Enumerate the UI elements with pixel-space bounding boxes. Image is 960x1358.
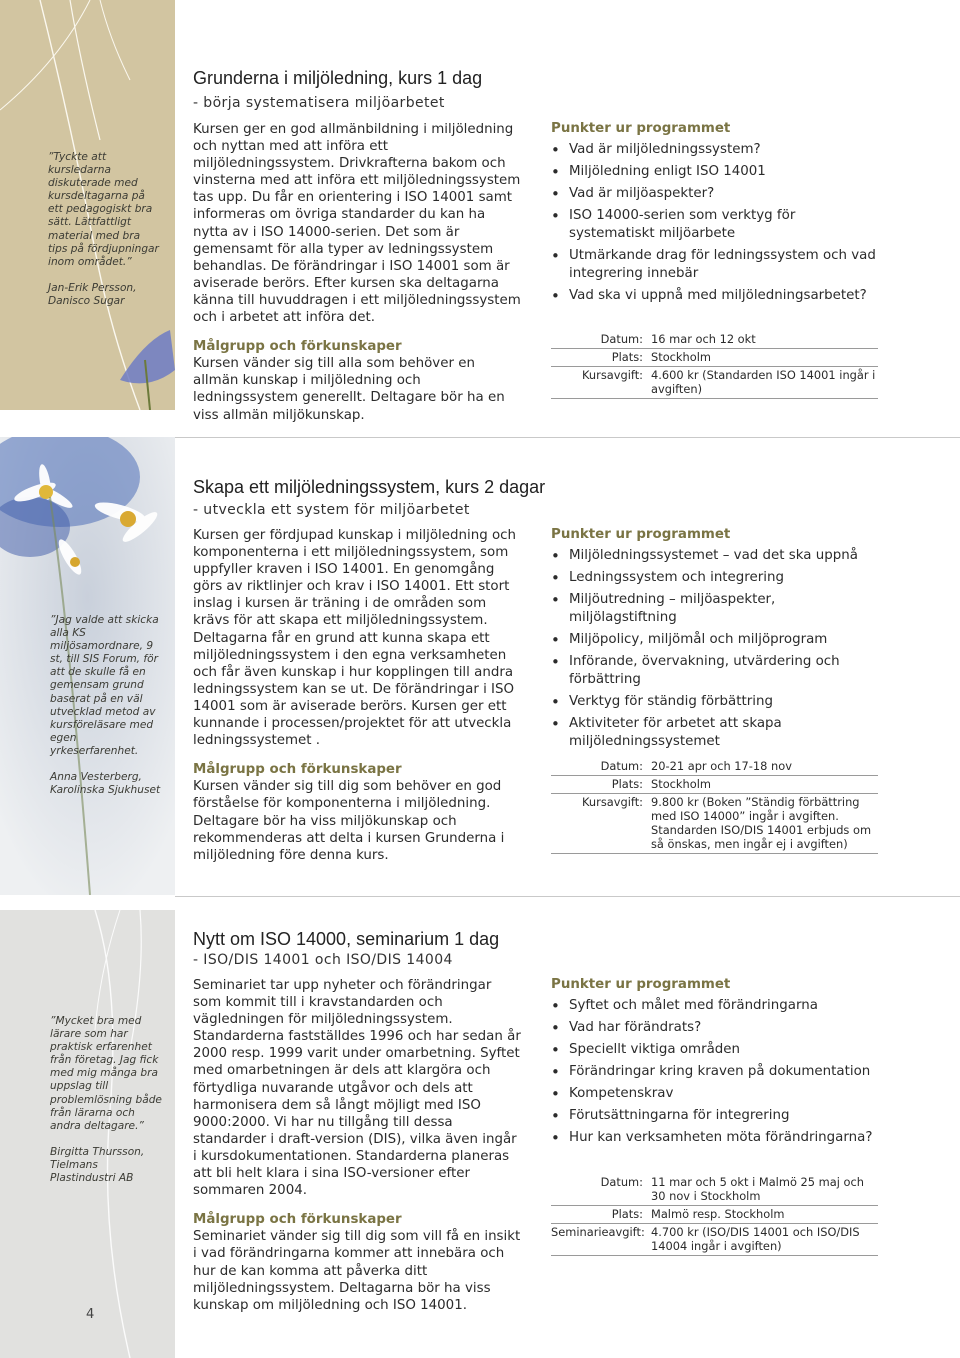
testimonial-1-text: ”Tyckte att kursledarna diskuterade med kursdeltagarna på ett pedagogiskt bra sätt. Lättfattligt material med bra tips på fördjupningar inom området.”: [48, 151, 159, 268]
course-2-program: [551, 527, 881, 755]
info-row-place: [551, 776, 878, 794]
testimonial-2: [50, 614, 162, 797]
testimonial-3: [50, 1015, 162, 1185]
info-label: Kursavgift:: [582, 795, 643, 809]
info-row-date: [551, 758, 878, 776]
info-value: 20-21 apr och 17-18 nov: [651, 759, 792, 773]
seminar-info-table: [551, 1174, 878, 1256]
info-value: 4.600 kr (Standarden ISO 14001 ingår i avgiften): [651, 368, 876, 396]
testimonial-3-text: ”Mycket bra med lärare som har praktisk erfarenhet från företag. Jag fick med mig många bra uppslag till problemlösning både från lärarna och andra deltagare.”: [50, 1015, 162, 1132]
course-2-program-heading: Punkter ur programmet: [551, 527, 731, 542]
seminar-target-text: Seminariet vänder sig till dig som vill få en insikt i vad förändringarna kommer att innebära och hur de kan komma att påverka ditt miljöledningssystem. Deltagarna bör ha viss kunskap om miljöledning och ISO 14001.: [193, 1229, 521, 1313]
course-2-target-heading: Målgrupp och förkunskaper: [193, 762, 402, 778]
testimonial-1-author: Jan-Erik Persson, Danisco Sugar: [48, 281, 137, 307]
course-1-program-heading: Punkter ur programmet: [551, 121, 731, 136]
seminar-program-list: [551, 997, 881, 1147]
course-1-title: Grunderna i miljöledning, kurs 1 dag: [193, 68, 483, 88]
course-1-description: [193, 121, 523, 424]
seminar-program-heading: Punkter ur programmet: [551, 977, 731, 992]
info-label: Datum:: [600, 1175, 643, 1189]
info-value: Malmö resp. Stockholm: [651, 1207, 785, 1221]
list-item: • Införande, övervakning, utvärdering och förbättring: [551, 653, 881, 689]
list-item: • Vad ska vi uppnå med miljöledningsarbetet?: [551, 287, 881, 305]
list-item: • Miljöledningssystemet – vad det ska uppnå: [551, 547, 881, 565]
seminar-target-heading: Målgrupp och förkunskaper: [193, 1212, 402, 1228]
info-row-fee: [551, 794, 878, 854]
seminar-description: [193, 977, 523, 1314]
list-item: • Miljöledning enligt ISO 14001: [551, 163, 881, 181]
info-label: Plats:: [611, 350, 643, 364]
list-item: • Förändringar kring kraven på dokumentation: [551, 1063, 881, 1081]
info-label: Kursavgift:: [582, 368, 643, 382]
info-value: 11 mar och 5 okt i Malmö 25 maj och 30 nov i Stockholm: [651, 1175, 864, 1203]
info-label: Seminarieavgift:: [551, 1225, 645, 1239]
info-row-place: [551, 349, 878, 367]
page-number: 4: [86, 1307, 95, 1322]
course-1-body-text: Kursen ger en god allmänbildning i miljöledning och nyttan med att införa ett miljöledningssystem. Drivkrafterna bakom och vinsterna med att införa ett miljöledningssystem tas upp. Du får en orientering i ISO 14001 samt informeras om övriga standarder du kan ha nytta av i ISO 14000-serien. Det som är gemensamt för alla typer av ledningssystem behandlas. De förändringar i ISO 14001 som är aviserade berörs. Efter kursen ska deltagarna känna till huvuddragen i ett miljöledningssystem och i arbetet att införa det.: [193, 122, 521, 326]
testimonial-3-author: Birgitta Thursson, Tielmans Plastindustri AB: [50, 1145, 145, 1185]
list-item: • Speciellt viktiga områden: [551, 1041, 881, 1059]
testimonial-1: [48, 151, 160, 308]
seminar-program: [551, 977, 881, 1151]
course-2-target-text: Kursen vänder sig till dig som behöver en god förståelse för komponenterna i miljöledning. Deltagare bör ha viss miljökunskap och rekommenderas att delta i kursen Grunderna i miljöledning före denna kurs.: [193, 779, 505, 863]
list-item: • Aktiviteter för arbetet att skapa miljöledningssystemet: [551, 715, 881, 751]
info-label: Plats:: [611, 1207, 643, 1221]
course-1-target-text: Kursen vänder sig till alla som behöver en allmän kunskap i miljöledning och ledningssystem generellt. Deltagare bör ha en viss allmän miljökunskap.: [193, 356, 505, 423]
seminar-subtitle: - ISO/DIS 14001 och ISO/DIS 14004: [193, 952, 453, 968]
info-label: Datum:: [600, 332, 643, 346]
list-item: • Vad är miljöledningssystem?: [551, 141, 881, 159]
course-2-program-list: [551, 547, 881, 751]
list-item: • Ledningssystem och integrering: [551, 569, 881, 587]
info-value: 16 mar och 12 okt: [651, 332, 756, 346]
info-value: 4.700 kr (ISO/DIS 14001 och ISO/DIS 14004 ingår i avgiften): [651, 1225, 860, 1253]
info-row-fee: [551, 367, 878, 399]
course-1-info-table: [551, 331, 878, 399]
info-label: Plats:: [611, 777, 643, 791]
info-value: Stockholm: [651, 350, 711, 364]
list-item: • Miljöpolicy, miljömål och miljöprogram: [551, 631, 881, 649]
course-2-subtitle: - utveckla ett system för miljöarbetet: [193, 502, 470, 518]
course-2-title: Skapa ett miljöledningssystem, kurs 2 dagar: [193, 477, 546, 497]
course-1-program-list: [551, 141, 881, 305]
seminar-body-text: Seminariet tar upp nyheter och förändringar som kommit till i kravstandarden och vägledningen för miljöledningssystem. Standarderna fastställdes 1996 och har sedan år 2000 resp. 1999 varit under omarbetning. Syftet med omarbetningen är dels att klargöra och förtydliga nuvarande utgåvor och dels att harmonisera dem så långt möjligt med ISO 9000:2000. Vi har nu tillgång till dessa standarder i draft-version (DIS), vilka även ingår i kursdokumentationen. Standarderna planeras att bli helt klara i sina ISO-versioner efter sommaren 2004.: [193, 978, 521, 1199]
course-2-info-table: [551, 758, 878, 854]
list-item: • Verktyg för ständig förbättring: [551, 693, 881, 711]
section-divider-1: [175, 437, 960, 438]
course-2-description: [193, 527, 523, 864]
info-row-date: [551, 1174, 878, 1206]
info-row-date: [551, 331, 878, 349]
section-divider-2: [175, 896, 960, 897]
info-row-place: [551, 1206, 878, 1224]
list-item: • Förutsättningarna för integrering: [551, 1107, 881, 1125]
course-1-target-heading: Målgrupp och förkunskaper: [193, 339, 402, 355]
info-label: Datum:: [600, 759, 643, 773]
list-item: • Kompetenskrav: [551, 1085, 881, 1103]
list-item: • Vad har förändrats?: [551, 1019, 881, 1037]
list-item: • ISO 14000-serien som verktyg för systematiskt miljöarbete: [551, 207, 881, 243]
course-1-subtitle: - börja systematisera miljöarbetet: [193, 95, 445, 111]
testimonial-2-text: ”Jag valde att skicka alla KS miljösamordnare, 9 st, till SIS Forum, för att de skulle få en gemensam grund baserat på en väl utvecklad metod av kursföreläsare med egen yrkeserfarenhet.: [50, 614, 159, 757]
course-2-body-text: Kursen ger fördjupad kunskap i miljöledning och komponenterna i ett miljöledningssystem, som uppfyller kraven i ISO 14001. En genomgång görs av riktlinjer och krav i ISO 14001. Ett stort inslag i kursen är träning i de områden som krävs för att skapa ett miljöledningssystem. Deltagarna får en grund att kunna skapa ett miljöledningssystem i den egna verksamheten och får även kunskap i hur kopplingen till andra ledningssystem kan se ut. De förändringar i ISO 14001 som är aviserade berörs. Kursen ger ett kunnande i processen/projektet för att utveckla ledningssystemet .: [193, 528, 517, 749]
info-value: 9.800 kr (Boken ”Ständig förbättring med ISO 14000” ingår i avgiften. Standarden ISO/DIS 14001 erbjuds om så önskas, men ingår ej i avgiften): [651, 795, 872, 851]
list-item: • Miljöutredning – miljöaspekter, miljölagstiftning: [551, 591, 881, 627]
list-item: • Hur kan verksamheten möta förändringarna?: [551, 1129, 881, 1147]
testimonial-2-author: Anna Vesterberg, Karolinska Sjukhuset: [50, 771, 161, 797]
info-value: Stockholm: [651, 777, 711, 791]
list-item: • Utmärkande drag för ledningssystem och vad integrering innebär: [551, 247, 881, 283]
course-1-program: [551, 121, 881, 309]
seminar-title: Nytt om ISO 14000, seminarium 1 dag: [193, 929, 500, 949]
info-row-fee: [551, 1224, 878, 1256]
list-item: • Syftet och målet med förändringarna: [551, 997, 881, 1015]
list-item: • Vad är miljöaspekter?: [551, 185, 881, 203]
